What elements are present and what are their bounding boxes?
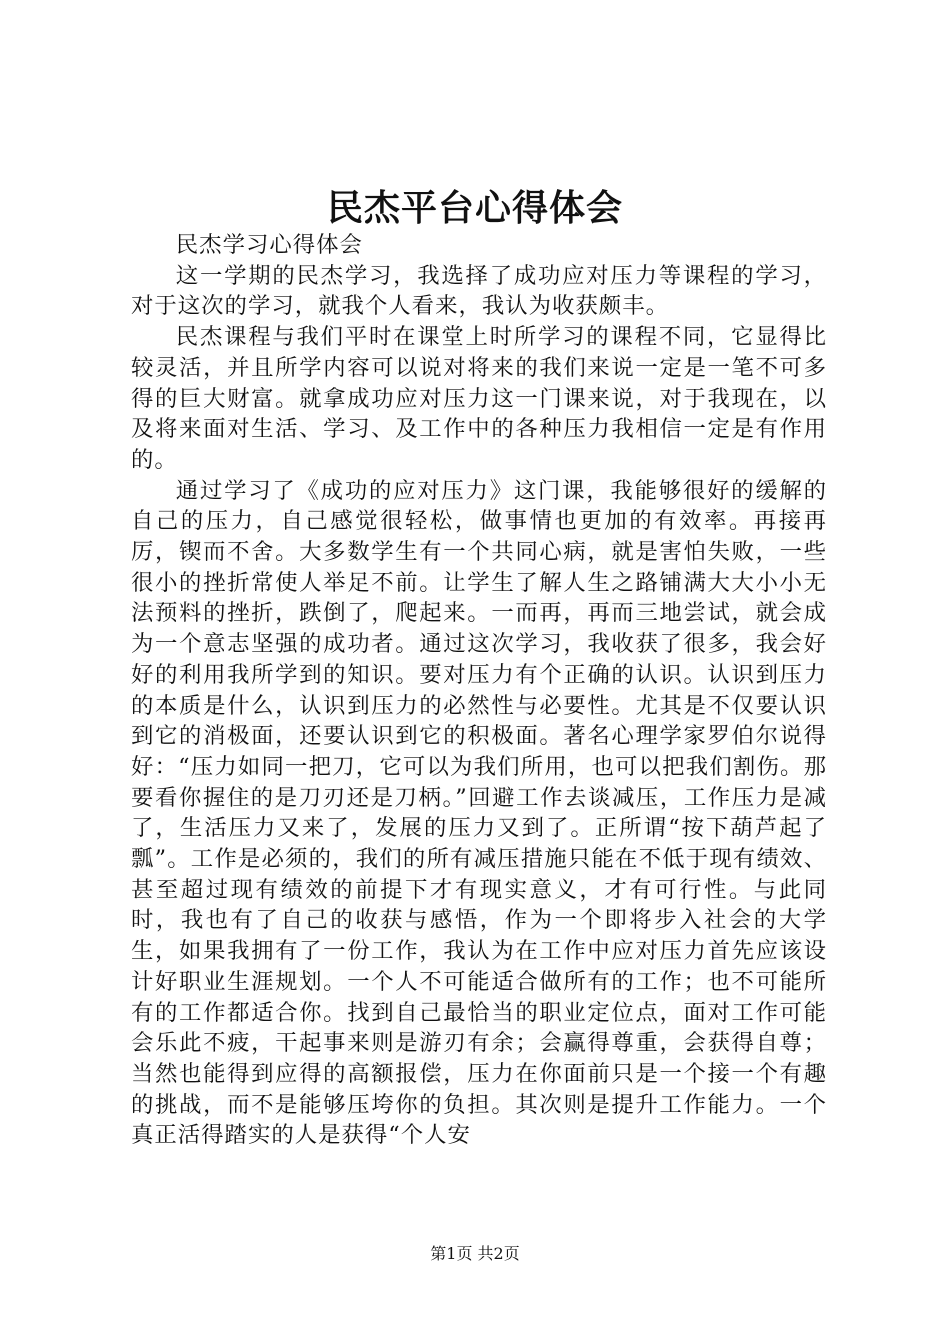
paragraph: 通过学习了《成功的应对压力》这门课，我能够很好的缓解的自己的压力，自己感觉很轻松，做事情也更加的有效率。再接再厉，锲而不舍。大多数学生有一个共同心病，就是害怕失败，一些很小的挫折常使人举足不前。让学生了解人生之路铺满大大小小无法预料的挫折，跌倒了，爬起来。一而再，再而三地尝试，就会成为一个意志坚强的成功者。通过这次学习，我收获了很多，我会好好的利用我所学到的知识。要对压力有个正确的认识。认识到压力的本质是什么，认识到压力的必然性与必要性。尤其是不仅要认识到它的消极面，还要认识到它的积极面。著名心理学家罗伯尔说得好：“压力如同一把刀，它可以为我们所用，也可以把我们割伤。那要看你握住的是刀刃还是刀柄。”回避工作去谈减压，工作压力是减了，生活压力又来了，发展的压力又到了。正所谓“按下葫芦起了瓢”。工作是必须的，我们的所有减压措施只能在不低于现有绩效、甚至超过现有绩效的前提下才有现实意义，才有可行性。与此同时，我也有了自己的收获与感悟，作为一个即将步入社会的大学生，如果我拥有了一份工作，我认为在工作中应对压力首先应该设计好职业生涯规划。一个人不可能适合做所有的工作；也不可能所有的工作都适合你。找到自己最恰当的职业定位点，面对工作可能会乐此不疲，干起事来则是游刃有余；会赢得尊重，会获得自尊；当然也能得到应得的高额报偿，压力在你面前只是一个接一个有趣的挑战，而不是能够压垮你的负担。其次则是提升工作能力。一个真正活得踏实的人是获得“个人安 [131,477,827,1149]
page-footer: 第1页 共2页 [430,1244,520,1263]
paragraph: 民杰课程与我们平时在课堂上时所学习的课程不同，它显得比较灵活，并且所学内容可以说对将来的我们来说一定是一笔不可多得的巨大财富。就拿成功应对压力这一门课来说，对于我现在，以及将来面对生活、学习、及工作中的各种压力我相信一定是有作用的。 [131,324,827,473]
paragraph: 民杰学习心得体会 [175,232,363,258]
document-body [131,230,827,1151]
document-title: 民杰平台心得体会 [326,187,623,229]
paragraph: 这一学期的民杰学习，我选择了成功应对压力等课程的学习，对于这次的学习，就我个人看来，我认为收获颇丰。 [131,262,827,320]
